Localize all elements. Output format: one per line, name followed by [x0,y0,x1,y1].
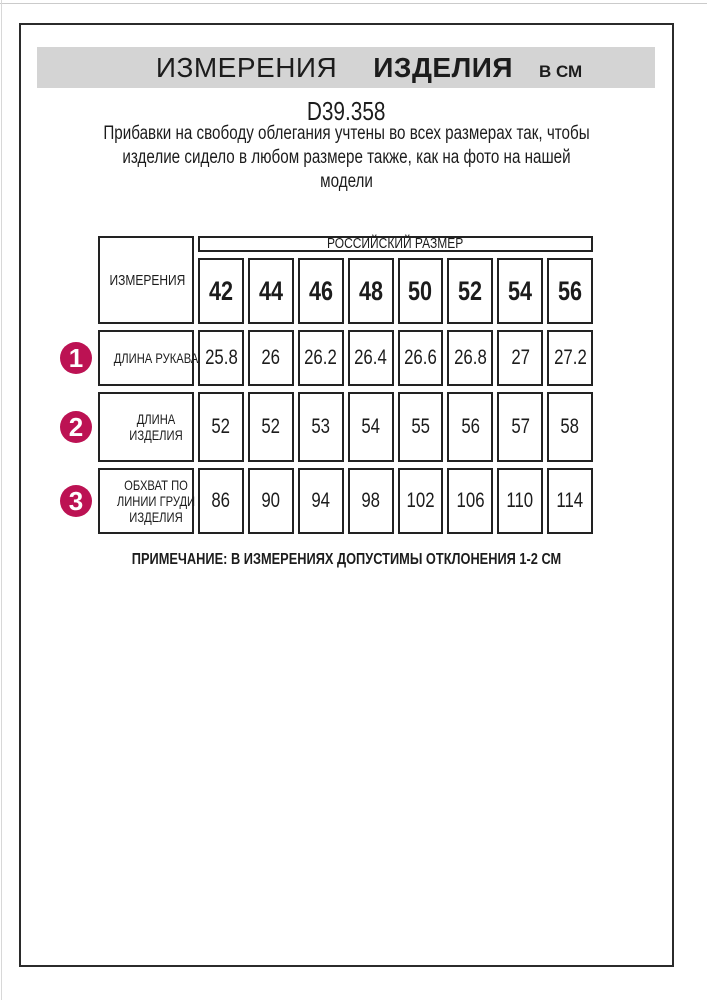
size-header-52 [447,258,493,324]
value-cell [248,468,294,534]
value-text: 52 [261,415,281,438]
title-text-group [60,47,678,88]
row-label-text: ДЛИНА РУКАВА [113,350,199,366]
value-cell [547,468,593,534]
row-marker-1 [60,342,92,374]
russian-size-group-header-text: РОССИЙСКИЙ РАЗМЕР [327,235,464,252]
value-cell [298,392,344,462]
value-text: 58 [560,415,580,438]
value-text: 26.2 [304,346,338,369]
value-cell [497,468,543,534]
value-cell [248,392,294,462]
title-product: ИЗДЕЛИЯ [373,52,513,83]
value-text: 27.2 [553,346,587,369]
russian-size-group-header [198,236,593,252]
note-text: ПРИМЕЧАНИЕ: В ИЗМЕРЕНИЯХ ДОПУСТИМЫ ОТКЛОНЕНИЯ 1-2 СМ [131,551,562,568]
size-header-46 [298,258,344,324]
value-cell [348,392,394,462]
description-line: изделие сидело в любом размере также, как на фото на нашей [122,147,571,168]
value-text: 106 [456,489,485,512]
row-label-text: ОБХВАТ ПО ЛИНИИ ГРУДИ ИЗДЕЛИЯ [116,477,196,525]
measurements-column-header-text: ИЗМЕРЕНИЯ [109,271,186,289]
value-text: 98 [361,489,380,512]
value-cell [198,468,244,534]
size-header-text: 48 [358,275,383,306]
value-text: 26.8 [453,346,487,369]
size-header-text: 50 [408,275,433,306]
value-cell [447,392,493,462]
value-cell [198,392,244,462]
description-line: модели [320,171,373,192]
value-text: 53 [311,415,331,438]
value-cell [497,392,543,462]
value-text: 52 [211,415,231,438]
title-units: В СМ [538,62,583,81]
size-header-text: 52 [458,275,483,306]
value-text: 26 [261,346,281,369]
value-cell [547,330,593,386]
table-row [98,392,593,462]
row-label-cell [98,392,194,462]
value-cell [298,330,344,386]
value-text: 25.8 [204,346,238,369]
value-cell [447,330,493,386]
value-cell [348,330,394,386]
size-header-text: 56 [558,275,583,306]
row-label-text: ДЛИНА ИЗДЕЛИЯ [129,411,183,443]
row-marker-3 [60,485,92,517]
value-text: 110 [506,489,534,512]
row-marker-3-number: 3 [68,485,84,516]
value-text: 90 [261,489,281,512]
page-top-scan-line [0,3,707,4]
page-left-scan-line [1,0,2,1000]
size-header-text: 54 [508,275,533,306]
value-text: 26.4 [354,346,387,369]
size-header-56 [547,258,593,324]
table-row [98,468,593,534]
row-marker-1-number: 1 [68,342,84,373]
title-measurements: ИЗМЕРЕНИЯ [155,52,338,83]
value-text: 86 [211,489,231,512]
value-text: 94 [311,489,331,512]
size-header-text: 42 [208,275,233,306]
table-header-row [98,236,593,252]
value-text: 114 [556,489,584,512]
row-label-cell [98,468,194,534]
value-cell [398,392,444,462]
value-text: 57 [510,415,530,438]
title-bar [37,47,655,88]
size-header-44 [248,258,294,324]
value-cell [398,330,444,386]
table-row [98,330,593,386]
value-cell [348,468,394,534]
value-cell [447,468,493,534]
value-cell [497,330,543,386]
description-text [85,122,609,194]
size-header-text: 44 [258,275,283,306]
size-header-48 [348,258,394,324]
description-line: Прибавки на свободу облегания учтены во всех размерах так, чтобы [103,123,590,144]
size-header-42 [198,258,244,324]
row-marker-2-number: 2 [68,411,84,442]
size-header-text: 46 [308,275,333,306]
size-table [94,230,597,540]
value-cell [547,392,593,462]
size-header-50 [398,258,444,324]
value-cell [248,330,294,386]
value-text: 26.6 [404,346,437,369]
value-text: 55 [411,415,430,438]
measurements-column-header [98,236,194,324]
value-cell [298,468,344,534]
value-text: 27 [510,346,530,369]
row-label-cell [98,330,199,386]
size-header-54 [497,258,543,324]
row-marker-2 [60,411,92,443]
value-text: 56 [460,415,480,438]
model-code-text: D39.358 [307,96,386,126]
value-text: 54 [361,415,380,438]
value-cell [398,468,444,534]
value-cell [198,330,244,386]
value-text: 102 [406,489,435,512]
